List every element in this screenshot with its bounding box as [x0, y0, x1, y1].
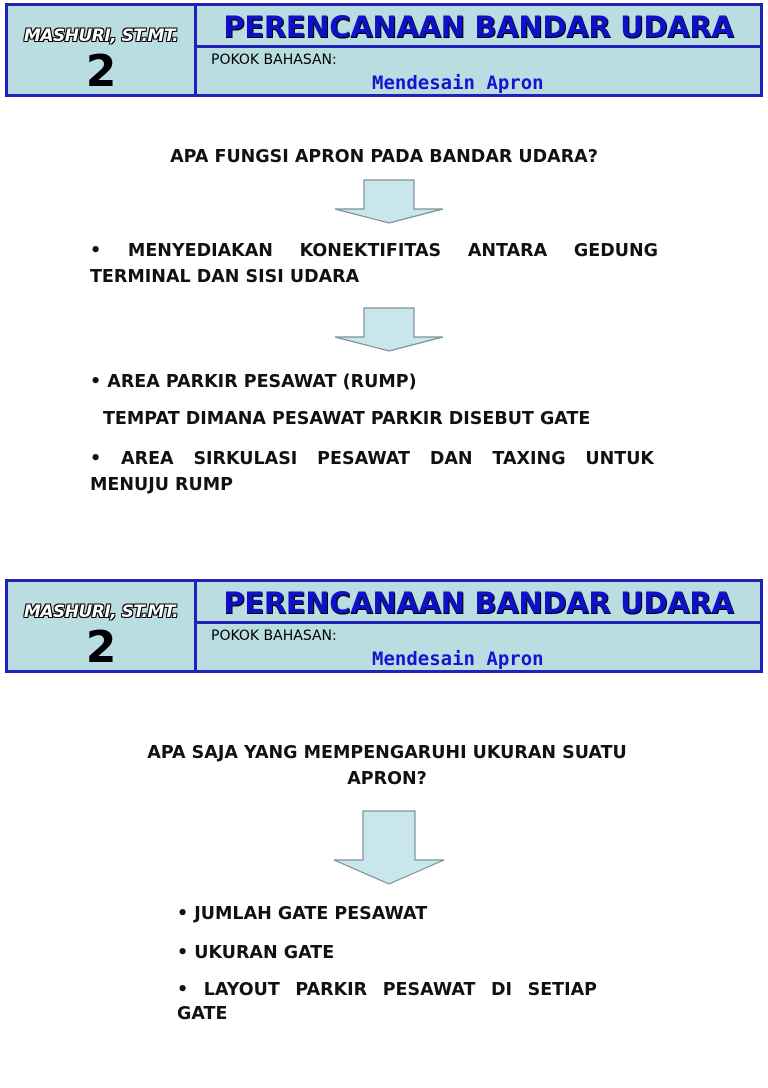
point-connectivity: • MENYEDIAKAN KONEKTIFITAS ANTARA GEDUNG TERMINAL DAN SISI UDARA [90, 241, 658, 287]
slide-header [5, 3, 763, 97]
down-arrow-icon [332, 810, 446, 886]
factor-gate-count: • JUMLAH GATE PESAWAT [177, 904, 428, 924]
question: APA FUNGSI APRON PADA BANDAR UDARA? [170, 147, 598, 167]
slide-2 [0, 576, 768, 1088]
slide-number: 2 [85, 46, 117, 97]
author-box [8, 582, 197, 673]
slide-number: 2 [85, 622, 117, 673]
down-arrow-icon [333, 307, 445, 353]
slide-1 [0, 0, 768, 512]
point-circulation: • AREA SIRKULASI PESAWAT DAN TAXING UNTUK MENUJU RUMP [90, 449, 654, 495]
factor-parking-layout: • LAYOUT PARKIR PESAWAT DI SETIAP GATE [177, 980, 597, 1024]
factor-gate-size: • UKURAN GATE [177, 943, 335, 963]
title-row [197, 6, 760, 48]
topic-title: Mendesain Apron [372, 72, 544, 94]
author-box [8, 6, 197, 97]
pokok-bahasan-label: POKOK BAHASAN: [211, 52, 337, 68]
title-row [197, 582, 760, 624]
course-title: PERENCANAAN BANDAR UDARA [223, 10, 734, 44]
question: APA SAJA YANG MEMPENGARUHI UKURAN SUATU APRON? [147, 743, 627, 789]
author-name: MASHURI, ST.MT. [23, 602, 179, 622]
pokok-bahasan-label: POKOK BAHASAN: [211, 628, 337, 644]
course-title: PERENCANAAN BANDAR UDARA [223, 586, 734, 620]
author-name: MASHURI, ST.MT. [23, 26, 179, 46]
down-arrow-icon [333, 179, 445, 225]
slide-header [5, 579, 763, 673]
point-parking-area: • AREA PARKIR PESAWAT (RUMP) [90, 372, 417, 392]
topic-title: Mendesain Apron [372, 648, 544, 670]
point-parking-gate: TEMPAT DIMANA PESAWAT PARKIR DISEBUT GATE [103, 409, 591, 429]
